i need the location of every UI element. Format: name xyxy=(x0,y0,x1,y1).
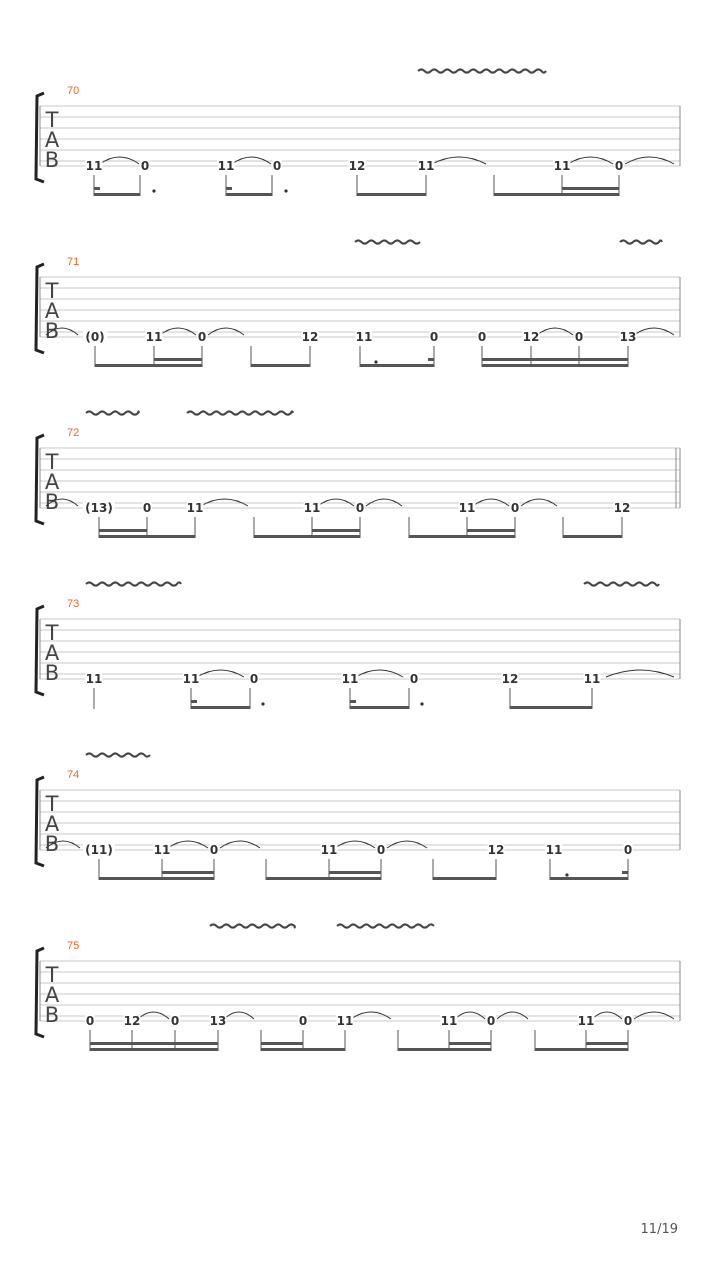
fret-number: 12 xyxy=(501,672,519,686)
note-beam xyxy=(95,364,202,367)
tab-system xyxy=(36,582,680,709)
note-beam xyxy=(251,364,310,367)
augmentation-dot xyxy=(374,360,377,363)
note-beam xyxy=(482,364,628,367)
fret-number: 0 xyxy=(623,843,633,857)
fret-number: 13 xyxy=(619,330,637,344)
note-beam xyxy=(261,1048,345,1051)
fret-number: 0 xyxy=(376,843,386,857)
measure-number: 74 xyxy=(67,769,80,781)
note-beam xyxy=(550,877,628,880)
augmentation-dot xyxy=(565,873,568,876)
fret-number: 0 xyxy=(409,672,419,686)
fret-number: 11 xyxy=(458,501,476,515)
fret-number: 12 xyxy=(487,843,505,857)
fret-number: 11 xyxy=(583,672,601,686)
vibrato-mark xyxy=(187,411,293,414)
note-beam xyxy=(226,187,232,190)
note-beam xyxy=(94,187,100,190)
fret-number: 0 xyxy=(272,159,282,173)
note-beam xyxy=(162,871,214,874)
fret-number: 11 xyxy=(320,843,338,857)
fret-number: 11 xyxy=(303,501,321,515)
fret-number: 11 xyxy=(145,330,163,344)
note-beam xyxy=(99,529,147,532)
note-beam xyxy=(494,193,619,196)
tab-clef-letter: T xyxy=(45,279,59,303)
note-beam xyxy=(266,877,381,880)
tab-clef-letter: B xyxy=(44,319,60,343)
tab-clef-letter: T xyxy=(45,621,59,645)
note-beam xyxy=(398,1048,491,1051)
fret-number: (11) xyxy=(85,843,113,857)
measure-number: 73 xyxy=(67,598,80,610)
note-beam xyxy=(226,193,272,196)
fret-number: 0 xyxy=(355,501,365,515)
fret-number: 11 xyxy=(153,843,171,857)
fret-number: 0 xyxy=(170,1014,180,1028)
note-beam xyxy=(329,871,381,874)
note-beam xyxy=(191,700,197,703)
augmentation-dot xyxy=(420,702,423,705)
note-beam xyxy=(191,706,250,709)
note-beam xyxy=(99,535,195,538)
measure-number: 72 xyxy=(67,427,80,439)
measure-number: 75 xyxy=(67,940,80,952)
fret-number: 0 xyxy=(623,1014,633,1028)
augmentation-dot xyxy=(261,702,264,705)
tab-clef-letter: A xyxy=(44,812,60,836)
note-beam xyxy=(312,529,360,532)
note-beam xyxy=(622,871,628,874)
fret-number: 12 xyxy=(301,330,319,344)
tab-clef-letter: T xyxy=(45,450,59,474)
fret-number: 12 xyxy=(123,1014,141,1028)
fret-number: 11 xyxy=(182,672,200,686)
fret-number: 13 xyxy=(209,1014,227,1028)
fret-number: 11 xyxy=(186,501,204,515)
fret-number: 12 xyxy=(348,159,366,173)
note-beam xyxy=(535,1048,628,1051)
tab-system xyxy=(36,411,680,538)
fret-number: 0 xyxy=(477,330,487,344)
note-beam xyxy=(360,364,434,367)
tab-system xyxy=(36,69,680,196)
measure-number: 70 xyxy=(67,85,80,97)
fret-number: 11 xyxy=(355,330,373,344)
note-beam xyxy=(428,358,434,361)
augmentation-dot xyxy=(152,189,155,192)
note-beam xyxy=(357,193,426,196)
fret-number: 11 xyxy=(217,159,235,173)
note-beam xyxy=(261,1042,303,1045)
measure-number: 71 xyxy=(67,256,80,268)
fret-number: 0 xyxy=(197,330,207,344)
fret-number: (0) xyxy=(85,330,105,344)
fret-number: (13) xyxy=(85,501,113,515)
note-beam xyxy=(482,358,628,361)
fret-number: 0 xyxy=(249,672,259,686)
fret-number: 11 xyxy=(85,159,103,173)
note-beam xyxy=(99,877,214,880)
tab-clef-letter: T xyxy=(45,108,59,132)
tab-system xyxy=(36,753,680,880)
vibrato-mark xyxy=(418,69,546,72)
fret-number: 11 xyxy=(577,1014,595,1028)
vibrato-mark xyxy=(584,582,659,585)
tab-clef-letter: T xyxy=(45,963,59,987)
vibrato-mark xyxy=(86,582,181,585)
note-beam xyxy=(90,1042,218,1045)
fret-number: 11 xyxy=(336,1014,354,1028)
note-beam xyxy=(433,877,496,880)
fret-number: 11 xyxy=(341,672,359,686)
vibrato-mark xyxy=(86,411,139,414)
fret-number: 0 xyxy=(142,501,152,515)
vibrato-mark xyxy=(337,924,434,927)
tab-clef-letter: B xyxy=(44,148,60,172)
fret-number: 11 xyxy=(545,843,563,857)
vibrato-mark xyxy=(355,240,420,243)
vibrato-mark xyxy=(620,240,662,243)
tab-clef-letter: A xyxy=(44,470,60,494)
vibrato-mark xyxy=(86,753,150,756)
fret-number: 11 xyxy=(417,159,435,173)
fret-number: 11 xyxy=(440,1014,458,1028)
note-beam xyxy=(449,1042,491,1045)
note-beam xyxy=(563,535,622,538)
tab-system xyxy=(36,240,680,367)
fret-number: 0 xyxy=(298,1014,308,1028)
tab-system xyxy=(36,924,680,1051)
fret-number: 12 xyxy=(613,501,631,515)
tab-clef-letter: A xyxy=(44,299,60,323)
vibrato-mark xyxy=(210,924,295,927)
note-beam xyxy=(586,1042,628,1045)
note-beam xyxy=(154,358,202,361)
tab-clef-letter: A xyxy=(44,983,60,1007)
fret-number: 11 xyxy=(85,672,103,686)
fret-number: 0 xyxy=(510,501,520,515)
note-beam xyxy=(254,535,360,538)
note-beam xyxy=(562,187,619,190)
tab-clef-letter: A xyxy=(44,128,60,152)
fret-number: 0 xyxy=(140,159,150,173)
tab-clef-letter: B xyxy=(44,490,60,514)
note-beam xyxy=(467,529,515,532)
tab-clef-letter: A xyxy=(44,641,60,665)
fret-number: 0 xyxy=(209,843,219,857)
fret-number: 0 xyxy=(85,1014,95,1028)
note-beam xyxy=(350,706,409,709)
tab-clef-letter: B xyxy=(44,1003,60,1027)
augmentation-dot xyxy=(284,189,287,192)
note-beam xyxy=(94,193,140,196)
tab-clef-letter: B xyxy=(44,832,60,856)
fret-number: 0 xyxy=(614,159,624,173)
note-beam xyxy=(510,706,592,709)
fret-number: 0 xyxy=(486,1014,496,1028)
page-number: 11/19 xyxy=(640,1222,678,1237)
fret-number: 0 xyxy=(574,330,584,344)
note-beam xyxy=(409,535,515,538)
fret-number: 11 xyxy=(553,159,571,173)
note-beam xyxy=(90,1048,218,1051)
tab-clef-letter: B xyxy=(44,661,60,685)
note-beam xyxy=(350,700,356,703)
tab-clef-letter: T xyxy=(45,792,59,816)
fret-number: 0 xyxy=(429,330,439,344)
fret-number: 12 xyxy=(522,330,540,344)
